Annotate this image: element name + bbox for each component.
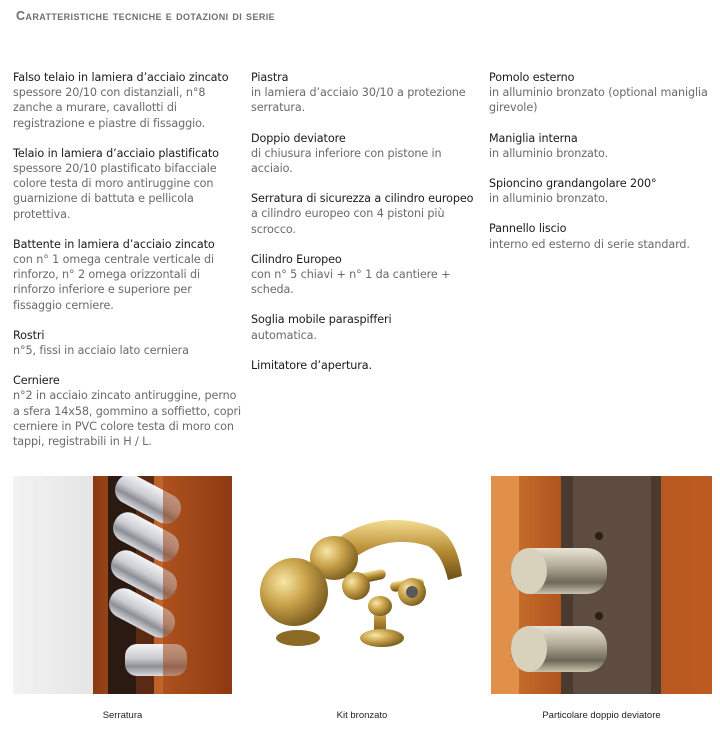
spec-desc: a cilindro europeo con 4 pistoni più scrocco. [251, 207, 445, 236]
spec-title: Maniglia interna [489, 131, 578, 145]
spec-item [251, 131, 481, 177]
spec-title: Telaio in lamiera d’acciaio plastificato [13, 146, 219, 160]
photo-caption: Kit bronzato [336, 710, 388, 721]
photo-serratura [13, 476, 232, 694]
spec-column-1 [13, 70, 241, 464]
spec-desc: in alluminio bronzato. [489, 192, 609, 206]
spec-item [13, 373, 241, 449]
spec-desc: in lamiera d’acciaio 30/10 a protezione serratura. [251, 86, 466, 115]
spec-column-2 [251, 70, 481, 388]
spec-item [13, 237, 241, 313]
spec-item [489, 176, 714, 206]
spec-item [489, 70, 714, 116]
spec-title: Cilindro Europeo [251, 252, 342, 266]
spec-column-3 [489, 70, 714, 267]
spec-item [251, 191, 481, 237]
spec-desc: con n° 5 chiavi + n° 1 da cantiere + scheda. [251, 268, 451, 297]
spec-item [489, 221, 714, 251]
spec-item [13, 146, 241, 222]
spec-title: Cerniere [13, 374, 60, 388]
spec-title: Serratura di sicurezza a cilindro europeo [251, 192, 474, 206]
spec-desc: in alluminio bronzato. [489, 146, 609, 160]
spec-desc: automatica. [251, 328, 317, 342]
photo-kit-bronzato [252, 476, 472, 694]
photo-caption: Particolare doppio deviatore [542, 710, 661, 721]
spec-item [251, 70, 481, 116]
spec-item [251, 312, 481, 342]
spec-title: Falso telaio in lamiera d’acciaio zincato [13, 71, 229, 84]
spec-title: Battente in lamiera d’acciaio zincato [13, 237, 215, 251]
spec-title: Pannello liscio [489, 222, 567, 236]
spec-item [251, 358, 481, 373]
spec-item [13, 70, 241, 131]
spec-title: Pomolo esterno [489, 71, 575, 84]
photo-doppio-deviatore [491, 476, 712, 694]
spec-desc: interno ed esterno di serie standard. [489, 237, 690, 251]
spec-title: Soglia mobile paraspifferi [251, 313, 392, 327]
page-title: Caratteristiche tecniche e dotazioni di serie [16, 9, 276, 23]
spec-title: Doppio deviatore [251, 131, 346, 145]
spec-title: Limitatore d’apertura. [251, 358, 372, 372]
spec-desc: n°2 in acciaio zincato antiruggine, perno a sfera 14x58, gommino a soffietto, copri cerniere in PVC colore testa di moro con tappi, registrabili in H / L. [13, 389, 242, 449]
spec-desc: spessore 20/10 con distanziali, n°8 zanche a murare, cavallotti di registrazione e piastre di fissaggio. [13, 86, 206, 130]
spec-desc: n°5, fissi in acciaio lato cerniera [13, 344, 189, 358]
spec-item [13, 328, 241, 358]
spec-title: Piastra [251, 71, 289, 84]
spec-title: Spioncino grandangolare 200° [489, 177, 657, 191]
spec-desc: di chiusura inferiore con pistone in acciaio. [251, 146, 442, 176]
spec-desc: in alluminio bronzato (optional maniglia girevole) [489, 86, 708, 115]
photo-caption: Serratura [102, 710, 143, 721]
spec-title: Rostri [13, 328, 45, 342]
spec-item [489, 131, 714, 161]
spec-desc: con n° 1 omega centrale verticale di rinforzo, n° 2 omega orizzontali di rinforzo inferiore e superiore per fissaggio cerniere. [13, 253, 214, 312]
spec-item [251, 252, 481, 298]
spec-desc: spessore 20/10 plastificato bifacciale colore testa di moro antiruggine con guarnizione di battuta e pellicola protettiva. [13, 162, 217, 221]
